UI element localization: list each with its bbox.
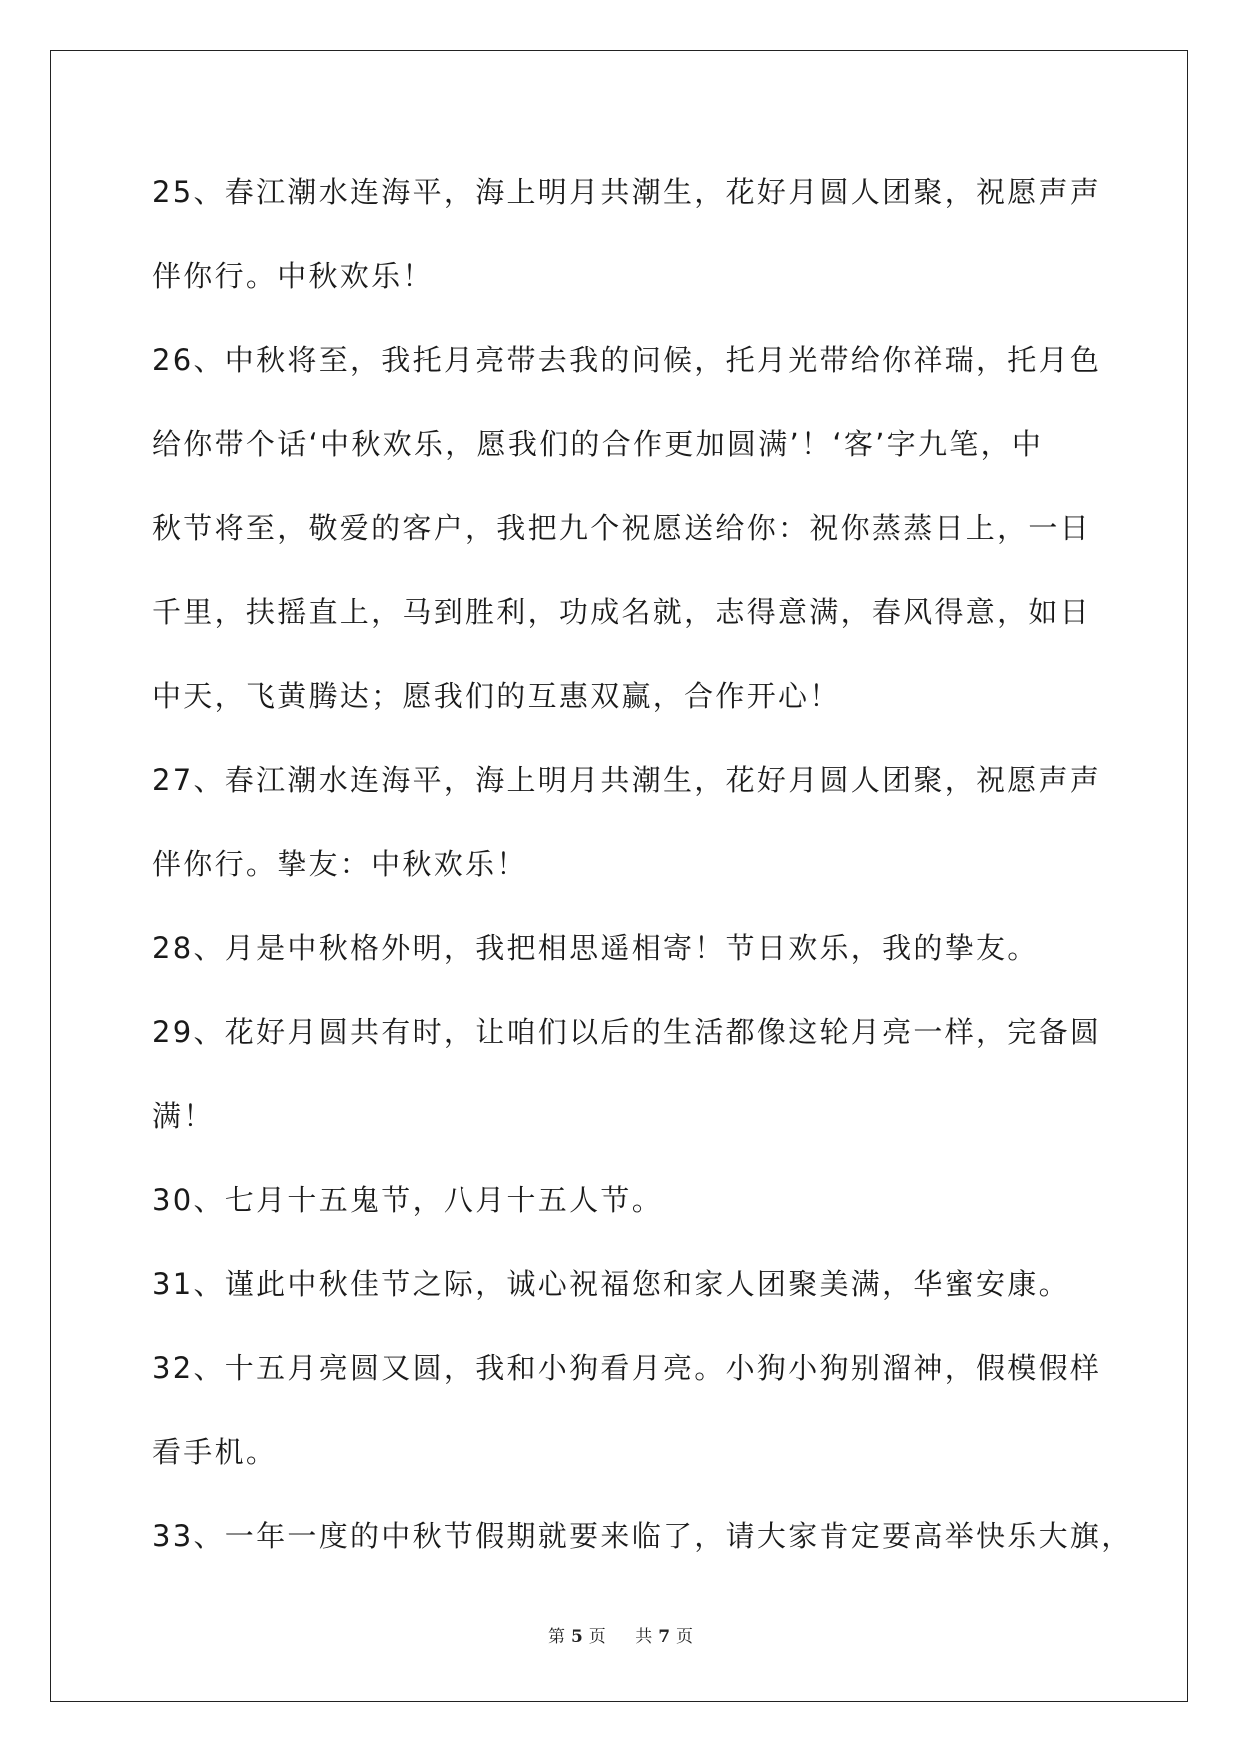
total-prefix: 共 [635, 1627, 653, 1647]
page-total [629, 1627, 699, 1647]
text-line: 33、一年一度的中秋节假期就要来临了，请大家肯定要高举快乐大旗， [152, 1519, 1133, 1553]
current-page: 5 [570, 1627, 583, 1647]
text-line: 中天，飞黄腾达；愿我们的互惠双赢，合作开心！ [152, 679, 841, 713]
document-body [152, 150, 1133, 1578]
page-number [542, 1627, 612, 1647]
total-pages: 7 [658, 1627, 671, 1647]
text-line: 千里，扶摇直上，马到胜利，功成名就，志得意满，春风得意，如日 [152, 595, 1092, 629]
text-line: 29、花好月圆共有时，让咱们以后的生活都像这轮月亮一样，完备圆 [152, 1015, 1102, 1049]
text-line: 31、谨此中秋佳节之际，诚心祝福您和家人团聚美满，华蜜安康。 [152, 1267, 1070, 1301]
page-footer [0, 1622, 1241, 1647]
text-line: 30、七月十五鬼节，八月十五人节。 [152, 1183, 664, 1217]
text-line: 32、十五月亮圆又圆，我和小狗看月亮。小狗小狗别溜神，假模假样 [152, 1351, 1102, 1385]
text-line: 看手机。 [152, 1435, 278, 1469]
text-line: 25、春江潮水连海平，海上明月共潮生，花好月圆人团聚，祝愿声声 [152, 175, 1102, 209]
text-line: 伴你行。挚友：中秋欢乐！ [152, 847, 528, 881]
total-suffix: 页 [676, 1627, 694, 1647]
text-line: 给你带个话‘中秋欢乐，愿我们的合作更加圆满’！‘客’字九笔，中 [152, 427, 1044, 461]
page-prefix: 第 [547, 1627, 565, 1647]
page-suffix: 页 [588, 1627, 606, 1647]
text-line: 28、月是中秋格外明，我把相思遥相寄！节日欢乐，我的挚友。 [152, 931, 1039, 965]
text-line: 27、春江潮水连海平，海上明月共潮生，花好月圆人团聚，祝愿声声 [152, 763, 1102, 797]
text-line: 伴你行。中秋欢乐！ [152, 259, 434, 293]
text-line: 满！ [152, 1099, 215, 1133]
text-line: 秋节将至，敬爱的客户，我把九个祝愿送给你：祝你蒸蒸日上，一日 [152, 511, 1092, 545]
text-line: 26、中秋将至，我托月亮带去我的问候，托月光带给你祥瑞，托月色 [152, 343, 1102, 377]
